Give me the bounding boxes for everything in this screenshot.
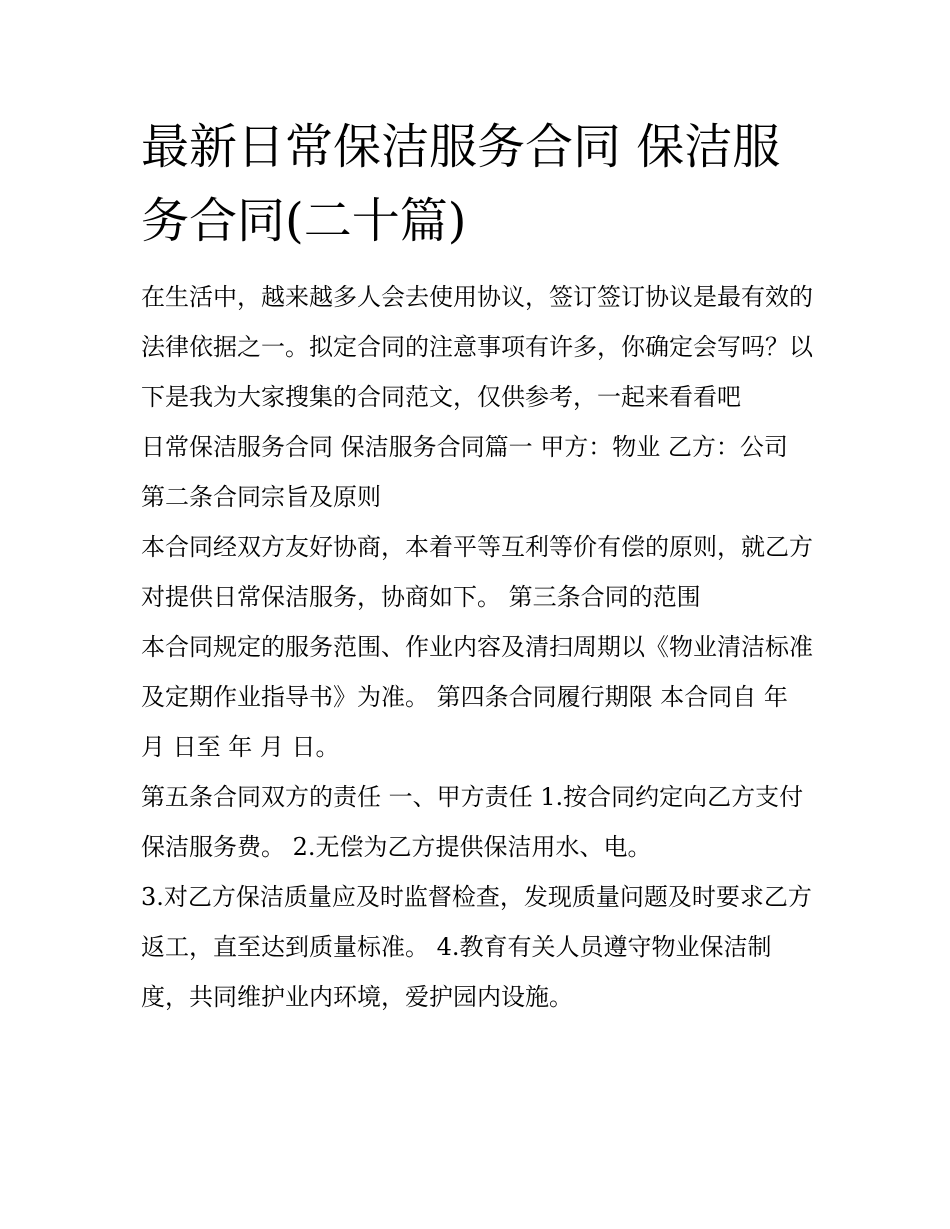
document-title: 最新日常保洁服务合同 保洁服务合同(二十篇): [141, 119, 781, 249]
paragraph-intro: 在生活中，越来越多人会去使用协议，签订签订协议是最有效的法律依据之一。拟定合同的注意事项有许多，你确定会写吗？以下是我为大家搜集的合同范文，仅供参考，一起来看看吧: [141, 283, 813, 411]
document-body: [141, 272, 813, 1022]
paragraph-article-3-content: 本合同规定的服务范围、作业内容及清扫周期以《物业清洁标准及定期作业指导书》为准。 第四条合同履行期限 本合同自 年 月 日至 年 月 日。: [141, 633, 813, 761]
paragraph-article-2: 第二条合同宗旨及原则: [141, 483, 381, 511]
document-content: [141, 110, 813, 1022]
paragraph-article-5: 第五条合同双方的责任 一、甲方责任 1.按合同约定向乙方支付保洁服务费。 2.无偿为乙方提供保洁用水、电。: [141, 783, 804, 861]
paragraph-article-2-content: 本合同经双方友好协商，本着平等互利等价有偿的原则，就乙方对提供日常保洁服务，协商如下。 第三条合同的范围: [141, 533, 813, 611]
paragraph-parties: 日常保洁服务合同 保洁服务合同篇一 甲方：物业 乙方：公司: [141, 433, 788, 461]
paragraph-article-5-continued: 3.对乙方保洁质量应及时监督检查，发现质量问题及时要求乙方返工，直至达到质量标准。 4.教育有关人员遵守物业保洁制度，共同维护业内环境，爱护园内设施。: [141, 883, 812, 1011]
